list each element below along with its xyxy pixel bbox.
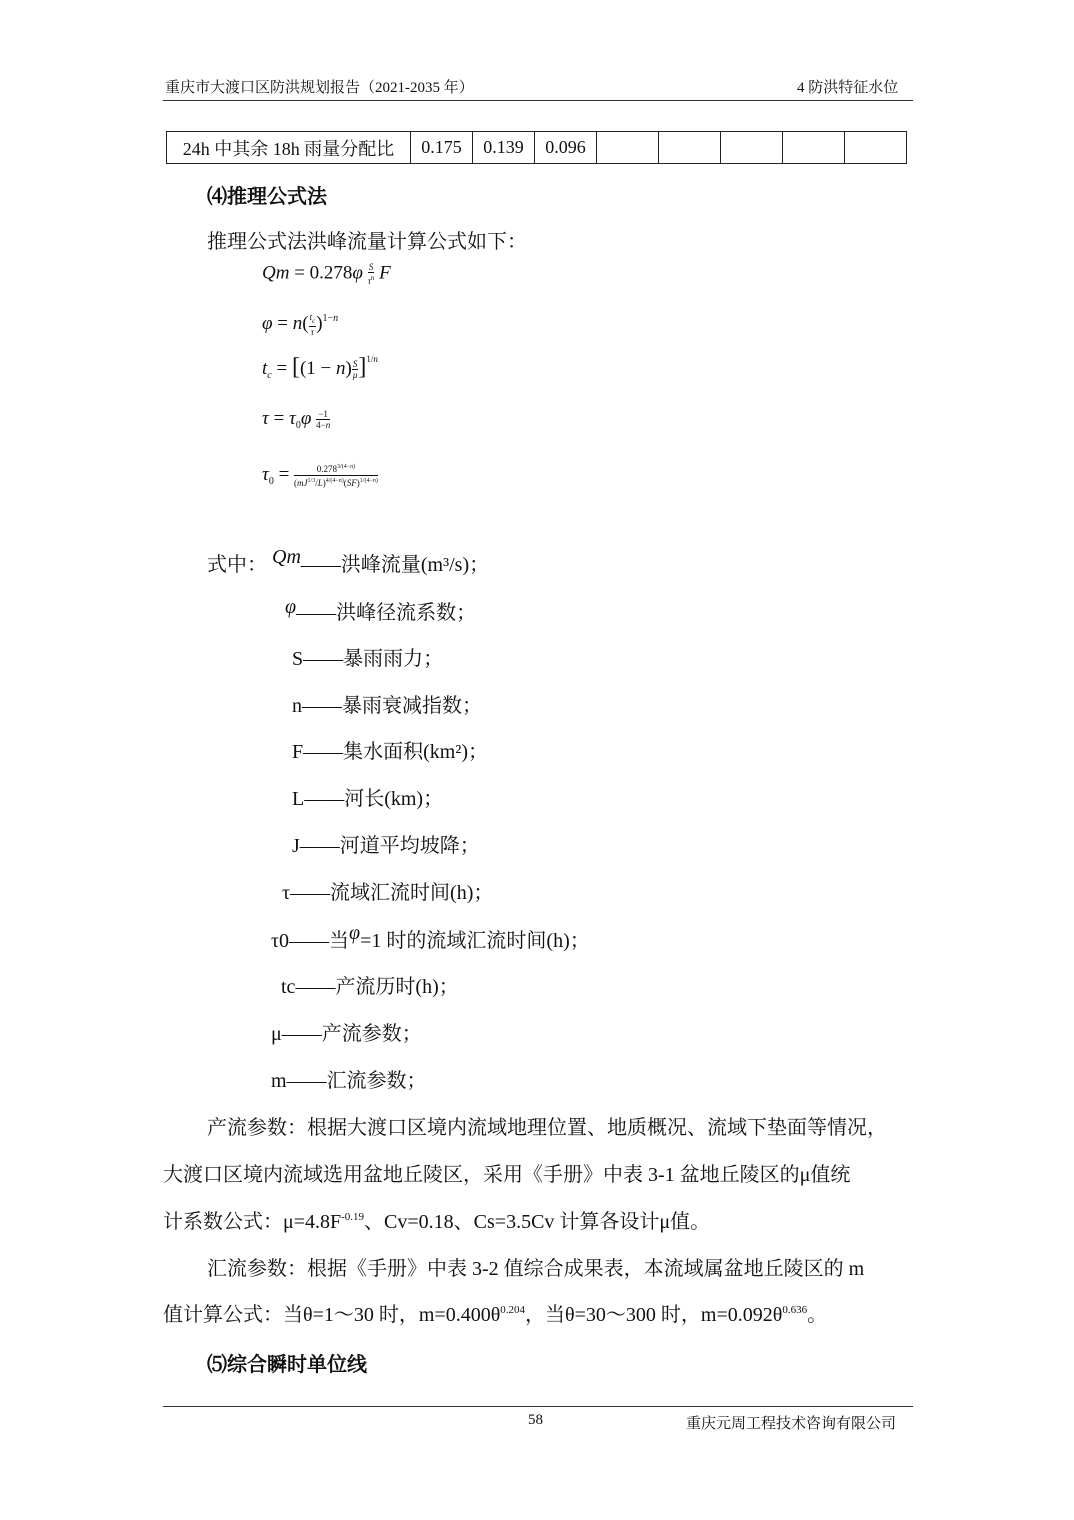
def-symbol: J [292, 835, 300, 857]
def-tau [282, 876, 493, 905]
page-number: 58 [528, 1412, 543, 1428]
def-desc: ——暴雨雨力； [303, 648, 444, 670]
para-text: 值计算公式：当θ=1～30 时，m=0.400θ [163, 1304, 501, 1326]
section-heading-rational-formula: ⑷推理公式法 [207, 186, 327, 208]
para-text: ，当θ=30～300 时，m=0.092θ [525, 1304, 783, 1326]
def-symbol: n [292, 695, 302, 717]
para-concentration-line1: 汇流参数：根据《手册》中表 3-2 值综合成果表，本流域属盆地丘陵区的 m [207, 1258, 865, 1280]
def-symbol: tc [281, 976, 296, 998]
def-desc: ——当 [289, 930, 350, 952]
para-concentration-line2 [163, 1298, 827, 1327]
def-tc [281, 970, 459, 999]
formula-intro: 推理公式法洪峰流量计算公式如下： [207, 231, 527, 253]
def-symbol: τ0 [271, 930, 290, 952]
def-l [292, 782, 443, 811]
table-cell: 0.139 [473, 132, 535, 164]
para-text: 、Cv=0.18、Cs=3.5Cv 计算各设计μ值。 [364, 1211, 711, 1233]
header-chapter: 4 防洪特征水位 [797, 80, 899, 96]
def-m [271, 1064, 427, 1093]
def-desc: ——河长(km)； [304, 788, 444, 810]
table-cell: 0.096 [535, 132, 597, 164]
def-symbol: τ [282, 882, 291, 904]
defs-prefix: 式中： [207, 554, 267, 576]
def-symbol: L [292, 788, 305, 810]
formula-phi: φ = n( $\frac{t_c}{\tau}$ )$^{1-n}$ [262, 312, 339, 337]
para-text: 。 [807, 1304, 828, 1326]
para-runoff-line2: 大渡口区境内流域选用盆地丘陵区，采用《手册》中表 3-1 盆地丘陵区的μ值统 [163, 1164, 851, 1186]
exponent: -0.19 [341, 1211, 365, 1223]
section-heading-unit-hydrograph: ⑸综合瞬时单位线 [207, 1354, 367, 1376]
def-desc: ——产流参数； [281, 1023, 422, 1045]
def-symbol: μ [271, 1023, 282, 1045]
def-tau0 [271, 924, 590, 953]
para-runoff-line1: 产流参数：根据大渡口区境内流域地理位置、地质概况、流域下垫面等情况， [207, 1117, 887, 1139]
def-desc: ——流域汇流时间(h)； [290, 882, 494, 904]
formula-tau0: $\tau_0$ = $\frac{0.278^{3/(4-n)}}{(mJ^{1/3}/L)^{4/(4-n)}(SF)^{1/(4-n)}}$ [262, 463, 378, 488]
table-cell [845, 132, 907, 164]
def-desc: ——产流历时(h)； [295, 976, 459, 998]
def-symbol: S [292, 648, 304, 670]
table-row [167, 132, 907, 164]
footer-company: 重庆元周工程技术咨询有限公司 [686, 1416, 897, 1432]
para-runoff-line3 [163, 1205, 710, 1234]
def-desc-2: =1 时的流域汇流时间(h)； [360, 930, 590, 952]
table-row-label: 24h 中其余 18h 雨量分配比 [167, 132, 411, 164]
table-cell [783, 132, 845, 164]
table-cell [721, 132, 783, 164]
def-mu [271, 1017, 422, 1046]
def-n [292, 689, 482, 718]
footer-rule [163, 1406, 913, 1407]
header-rule [163, 100, 913, 101]
def-symbol: Qm [272, 546, 301, 568]
def-desc: ——洪峰径流系数； [296, 602, 477, 624]
def-s [292, 642, 443, 671]
def-desc: ——洪峰流量(m³/s)； [300, 554, 490, 576]
formula-tc: $t_c = [(1 - n)$ $\frac{S}{\mu}$ ]$^{1/n}$ [262, 354, 378, 381]
def-f [292, 735, 488, 764]
def-symbol-phi: φ [349, 922, 361, 944]
def-symbol: F [292, 741, 304, 763]
def-desc: ——汇流参数； [286, 1070, 427, 1092]
formula-tau: $\tau = \tau_0\varphi$ $\frac{-1}{4-n}$ [262, 408, 331, 431]
formula-qm: Qm = 0.278φ $\frac{S}{\tau^n}$ F [262, 262, 391, 286]
def-desc: ——集水面积(km²)； [303, 741, 488, 763]
def-phi [285, 590, 477, 624]
def-qm [272, 540, 490, 576]
table-cell [659, 132, 721, 164]
para-text: 计系数公式：μ=4.8F [163, 1211, 342, 1233]
table-cell [597, 132, 659, 164]
def-j [292, 829, 480, 858]
def-desc: ——河道平均坡降； [299, 835, 480, 857]
header-title: 重庆市大渡口区防洪规划报告（2021-2035 年） [165, 80, 474, 96]
rain-allocation-table [166, 131, 907, 164]
exponent: 0.636 [782, 1304, 808, 1316]
exponent: 0.204 [500, 1304, 526, 1316]
def-symbol: m [271, 1070, 287, 1092]
table-cell: 0.175 [411, 132, 473, 164]
def-desc: ——暴雨衰减指数； [302, 695, 482, 717]
def-symbol: φ [285, 596, 297, 618]
